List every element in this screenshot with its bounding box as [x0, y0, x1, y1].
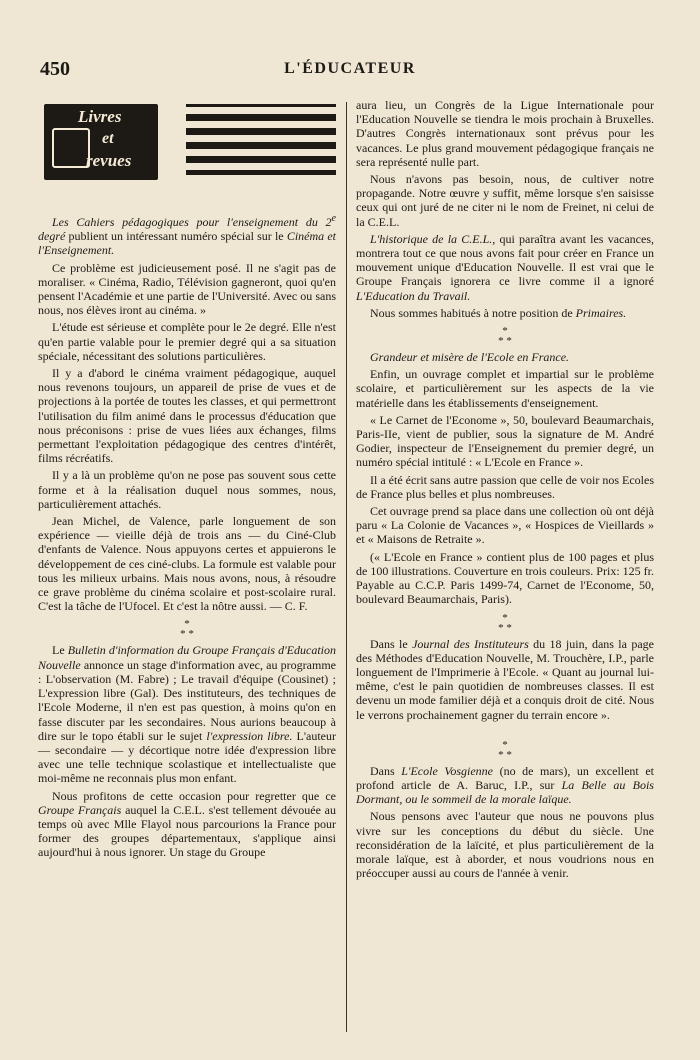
- livres-et-revues-logo: [44, 104, 158, 180]
- paragraph: Dans le Journal des Instituteurs du 18 juin, dans la page des Méthodes d'Education Nouvelle, M. Trouchère, I.P., parle longuement de l'Imprimerie à l'Ecole. « Quant au journal lui-même, c'est le pain quotidien de nombreuses classes. Il est devenu un mode familier déjà et a conquis droit de cité. Nous le verrons prochainement gagner du terrain encore ».: [356, 636, 654, 722]
- paragraph: Nous pensons avec l'auteur que nous ne pouvons plus vivre sur les conceptions du début du siècle. Une reconsidération de la laïcité, et plus particulièrement de la morale laïque, est à aborder, et nous voudrions nous en préoccuper aussi au cours de l'année à venir.: [356, 809, 654, 881]
- paragraph: L'historique de la C.E.L., qui paraîtra avant les vacances, montrera tout ce que nous avons fait pour créer en France un mouvement unique d'Education Nouvelle. Il est vrai que le Groupe Français ignorera ce livre comme il a ignoré L'Education du Travail.: [356, 231, 654, 303]
- paragraph: Ce problème est judicieusement posé. Il ne s'agit pas de moraliser. « Cinéma, Radio, Télévision gagneront, quoi qu'en pensent l'Académie et une partie de l'Université. Avec ou sans nous, nos élèves iront au cinéma. »: [38, 260, 336, 318]
- paragraph: Dans L'Ecole Vosgienne (no de mars), un excellent et profond article de A. Baruc, I.P., sur La Belle au Bois Dormant, ou le sommeil de la morale laïque.: [356, 763, 654, 807]
- paragraph: (« L'Ecole en France » contient plus de 100 pages et plus de 100 illustrations. Couverture en trois couleurs. Prix: 125 fr. Payable au C.C.P. Paris 1499-74, Carnet de l'Econome, 50, boulevard Beaumarchais, Paris).: [356, 549, 654, 607]
- logo-word-livres: Livres: [78, 107, 122, 126]
- banner-stripes: [186, 104, 336, 180]
- section-subheading: Grandeur et misère de l'Ecole en France.: [370, 350, 570, 365]
- paragraph: Le Bulletin d'information du Groupe Français d'Education Nouvelle annonce un stage d'information avec, au programme : L'observation (M. Fabre) ; Le travail d'équipe (Cousinet) ; L'expression libre (Gal). Des instituteurs, des techniques de l'Ecole Moderne, il n'en est pas question, à moins qu'on en fasse discuter par les secondaires. Nous aurions beaucoup à dire sur le topo établi sur le sujet l'expression libre. L'auteur — secondaire — y décortique notre idée d'expression libre avec une telle technique scolastique et intellectualiste que moi-même ne reconnais plus mon enfant.: [38, 643, 337, 786]
- logo-word-et: et: [102, 130, 114, 147]
- asterism-separator: * * *: [498, 611, 512, 634]
- asterism-separator: * * *: [498, 325, 512, 348]
- left-column: [38, 98, 336, 863]
- paragraph: aura lieu, un Congrès de la Ligue Internationale pour l'Education Nouvelle se tiendra le mois prochain à Bruxelles. D'autres Congrès internationaux sont prévus pour les vacances. Le plus grand mouvement pédagogique français ne sera représenté nulle part.: [356, 98, 654, 169]
- asterism-separator: * * *: [180, 618, 194, 641]
- paragraph: Nous profitons de cette occasion pour regretter que ce Groupe Français auquel la C.E.L. s'est tellement dévouée au temps où avec Mlle Flayol nous parcourions la France pour former des groupes départementaux, s'applique ainsi aujourd'hui à nous ignorer. Un stage du Groupe: [38, 788, 337, 860]
- paragraph: Il a été écrit sans autre passion que celle de voir nos Ecoles de France plus belles et plus nombreuses.: [356, 472, 654, 501]
- book-icon: [52, 128, 90, 168]
- paragraph: Enfin, un ouvrage complet et impartial sur le problème scolaire, et particulièrement sur les aspects de la vie matérielle dans les établissements d'enseignement.: [356, 367, 654, 410]
- journal-title: L'ÉDUCATEUR: [284, 60, 416, 77]
- right-column: [356, 98, 654, 883]
- section-banner: [38, 98, 336, 212]
- paragraph: Il y a d'abord le cinéma vraiment pédagogique, auquel nous revenons toujours, un appareil de prise de vues et de projections à la portée de toutes les classes, et qui permettront l'utilisation du film animé dans le processus d'éducation que nous préconisons : prise de vues liées aux échanges, films permettant l'exploitation pédagogique des centres d'intérêt, films récréatifs.: [38, 366, 336, 466]
- paragraph: Nous sommes habitués à notre position de Primaires.: [370, 305, 627, 320]
- paragraph: L'étude est sérieuse et complète pour le 2e degré. Elle n'est qu'en partie valable pour le premier degré qui a sa situation spéciale, nécessitant des solutions particulières.: [38, 320, 336, 363]
- column-divider: [346, 102, 347, 1032]
- paragraph: Jean Michel, de Valence, parle longuement de son expérience — vieille déjà de trois ans — du Ciné-Club d'enfants de Valence. Nous appuyons certes et appuierons le développement de ces ciné-clubs. La formule est valable pour tous les milieux urbains. Mais nous avons, nous, à résoudre ce grave problème du cinéma scolaire et post-scolaire rural. C'est la tâche de l'Ufocel. Et c'est la nôtre aussi. — C. F.: [38, 514, 336, 614]
- paragraph: Les Cahiers pédagogiques pour l'enseignement du 2e degré publient un intéressant numéro spécial sur le Cinéma et l'Enseignement.: [38, 213, 336, 258]
- paragraph: Cet ouvrage prend sa place dans une collection où ont déjà paru « La Colonie de Vacances », « Hospices de Vieillards » et « Maisons de Retraite ».: [356, 504, 654, 547]
- paragraph: Nous n'avons pas besoin, nous, de cultiver notre propagande. Notre œuvre y suffit, même lorsque s'en saisisse ceux qui ont juré de ne citer ni le nom de Freinet, ni celui de la C.E.L.: [356, 172, 654, 229]
- logo-word-revues: revues: [86, 151, 132, 170]
- asterism-separator: * * *: [498, 738, 512, 761]
- paragraph: « Le Carnet de l'Econome », 50, boulevard Beaumarchais, Paris-IIe, vient de publier, sous la signature de M. André Godier, inspecteur de l'Enseignement du premier degré, un numéro spécial intitulé : « L'Ecole en France ».: [356, 412, 654, 470]
- page-number: 450: [40, 58, 70, 80]
- paragraph: Il y a là un problème qu'on ne pose pas souvent sous cette forme et à la réalisation duquel nous sommes, nous, particulièrement attachés.: [38, 468, 336, 511]
